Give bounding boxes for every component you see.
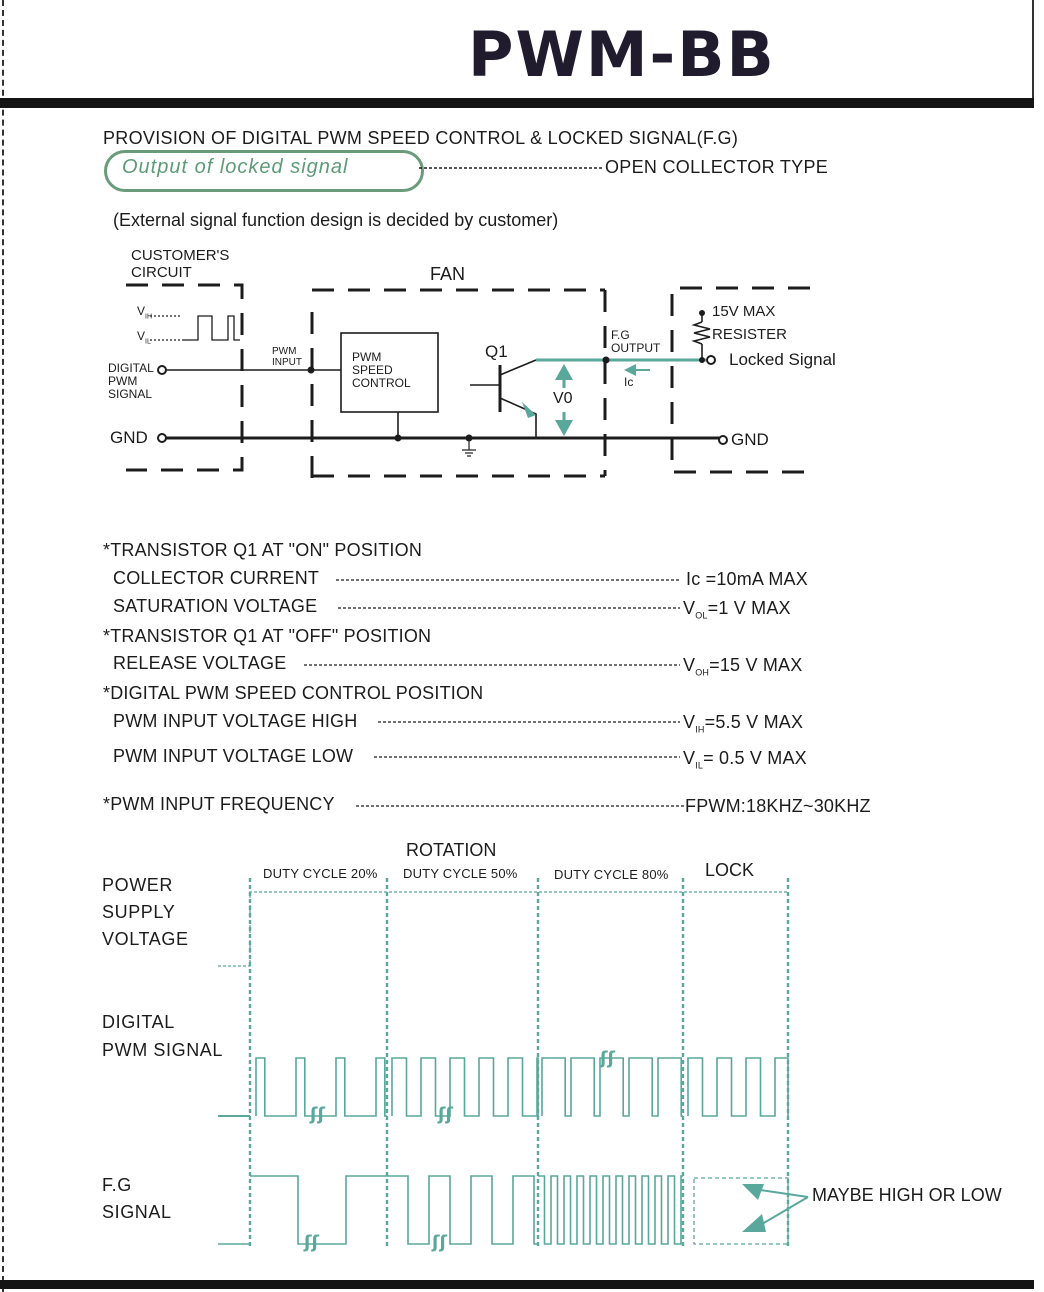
maybe-arrow-line-up [760, 1190, 808, 1197]
digital-pwm-signal-label: DIGITAL PWM SIGNAL [108, 361, 154, 401]
rotation-label: ROTATION [406, 840, 497, 860]
fg-output-label: F.G OUTPUT [611, 328, 661, 355]
pill-label: Output of locked signal [122, 156, 349, 178]
break-mark: ʃʃ [432, 1232, 447, 1253]
spec-saturation-voltage-value: $V_{OL}=1$ V MAX [683, 598, 791, 621]
q1-label: Q1 [485, 342, 508, 361]
spec-release-voltage: RELEASE VOLTAGE [113, 653, 287, 673]
pwm-duty-50-wave [392, 1058, 538, 1116]
customer-note: (External signal function design is decided by customer) [113, 210, 559, 230]
spec-pwm-heading: *DIGITAL PWM SPEED CONTROL POSITION [103, 683, 484, 703]
power-supply-wave [218, 892, 788, 966]
break-mark: ʃʃ [310, 1104, 325, 1125]
break-mark: ʃʃ [304, 1232, 319, 1253]
spec-pwm-high-value: $V_{IH}=5.5$ V MAX [683, 712, 804, 735]
vil-label: $V_{IL}$ [137, 329, 151, 346]
duty-50-label: DUTY CYCLE 50% [403, 866, 518, 881]
max-15v-label: 15V MAX [712, 303, 776, 320]
resister-label: RESISTER [712, 326, 788, 343]
break-mark: ʃʃ [600, 1048, 615, 1069]
open-collector-label: OPEN COLLECTOR TYPE [605, 157, 829, 177]
fg-rotation-mid-wave [387, 1176, 538, 1244]
pwm-speed-control-label: PWM SPEED CONTROL [352, 350, 411, 390]
page-title: PWM-BB [468, 18, 776, 91]
footer-rule [0, 1280, 1034, 1289]
fg-rotation-fast-wave [538, 1176, 683, 1244]
maybe-arrow-head-up [742, 1184, 764, 1200]
break-mark: ʃʃ [438, 1104, 453, 1125]
fg-signal-label: F.G SIGNAL [102, 1175, 172, 1222]
spec-off-heading: *TRANSISTOR Q1 AT "OFF" POSITION [103, 626, 432, 646]
digital-pwm-signal-wave-label: DIGITAL PWM SIGNAL [102, 1012, 224, 1060]
spec-pwm-low: PWM INPUT VOLTAGE LOW [113, 746, 354, 766]
spec-pwm-frequency: *PWM INPUT FREQUENCY [103, 794, 335, 814]
maybe-arrow-head-down [742, 1214, 766, 1232]
maybe-high-or-low-label: MAYBE HIGH OR LOW [812, 1185, 1002, 1205]
ic-label: Ic [624, 375, 634, 389]
pwm-lock-wave [688, 1058, 788, 1116]
locked-signal-label: Locked Signal [729, 350, 836, 369]
fg-lock-undefined-box [694, 1178, 788, 1244]
gnd-right-label: GND [731, 430, 769, 449]
fan-label: FAN [430, 264, 466, 284]
maybe-arrow-line-down [762, 1197, 808, 1224]
gnd-left-label: GND [110, 428, 148, 447]
customer-circuit-label: CUSTOMER'S CIRCUIT [131, 247, 230, 281]
spec-on-heading: *TRANSISTOR Q1 AT "ON" POSITION [103, 540, 423, 560]
spec-release-voltage-value: $V_{OH}=15$ V MAX [683, 655, 803, 678]
spec-collector-current: COLLECTOR CURRENT [113, 568, 320, 588]
duty-20-label: DUTY CYCLE 20% [263, 866, 378, 881]
duty-80-label: DUTY CYCLE 80% [554, 867, 669, 882]
spec-pwm-low-value: $V_{IL}= 0.5$ V MAX [683, 748, 807, 771]
power-supply-voltage-label: POWER SUPPLY VOLTAGE [102, 875, 189, 949]
lock-label: LOCK [705, 860, 755, 880]
pwm-input-label: PWM INPUT [272, 346, 302, 368]
provision-heading: PROVISION OF DIGITAL PWM SPEED CONTROL & LOCKED SIGNAL(F.G) [103, 128, 739, 148]
vih-label: $V_{IH}$ [137, 304, 153, 321]
spec-pwm-high: PWM INPUT VOLTAGE HIGH [113, 711, 358, 731]
spec-collector-current-value: Ic =10mA MAX [686, 569, 808, 589]
spec-saturation-voltage: SATURATION VOLTAGE [113, 596, 318, 616]
v0-label: V0 [553, 390, 573, 407]
spec-pwm-frequency-value: FPWM:18KHZ~30KHZ [685, 796, 871, 816]
